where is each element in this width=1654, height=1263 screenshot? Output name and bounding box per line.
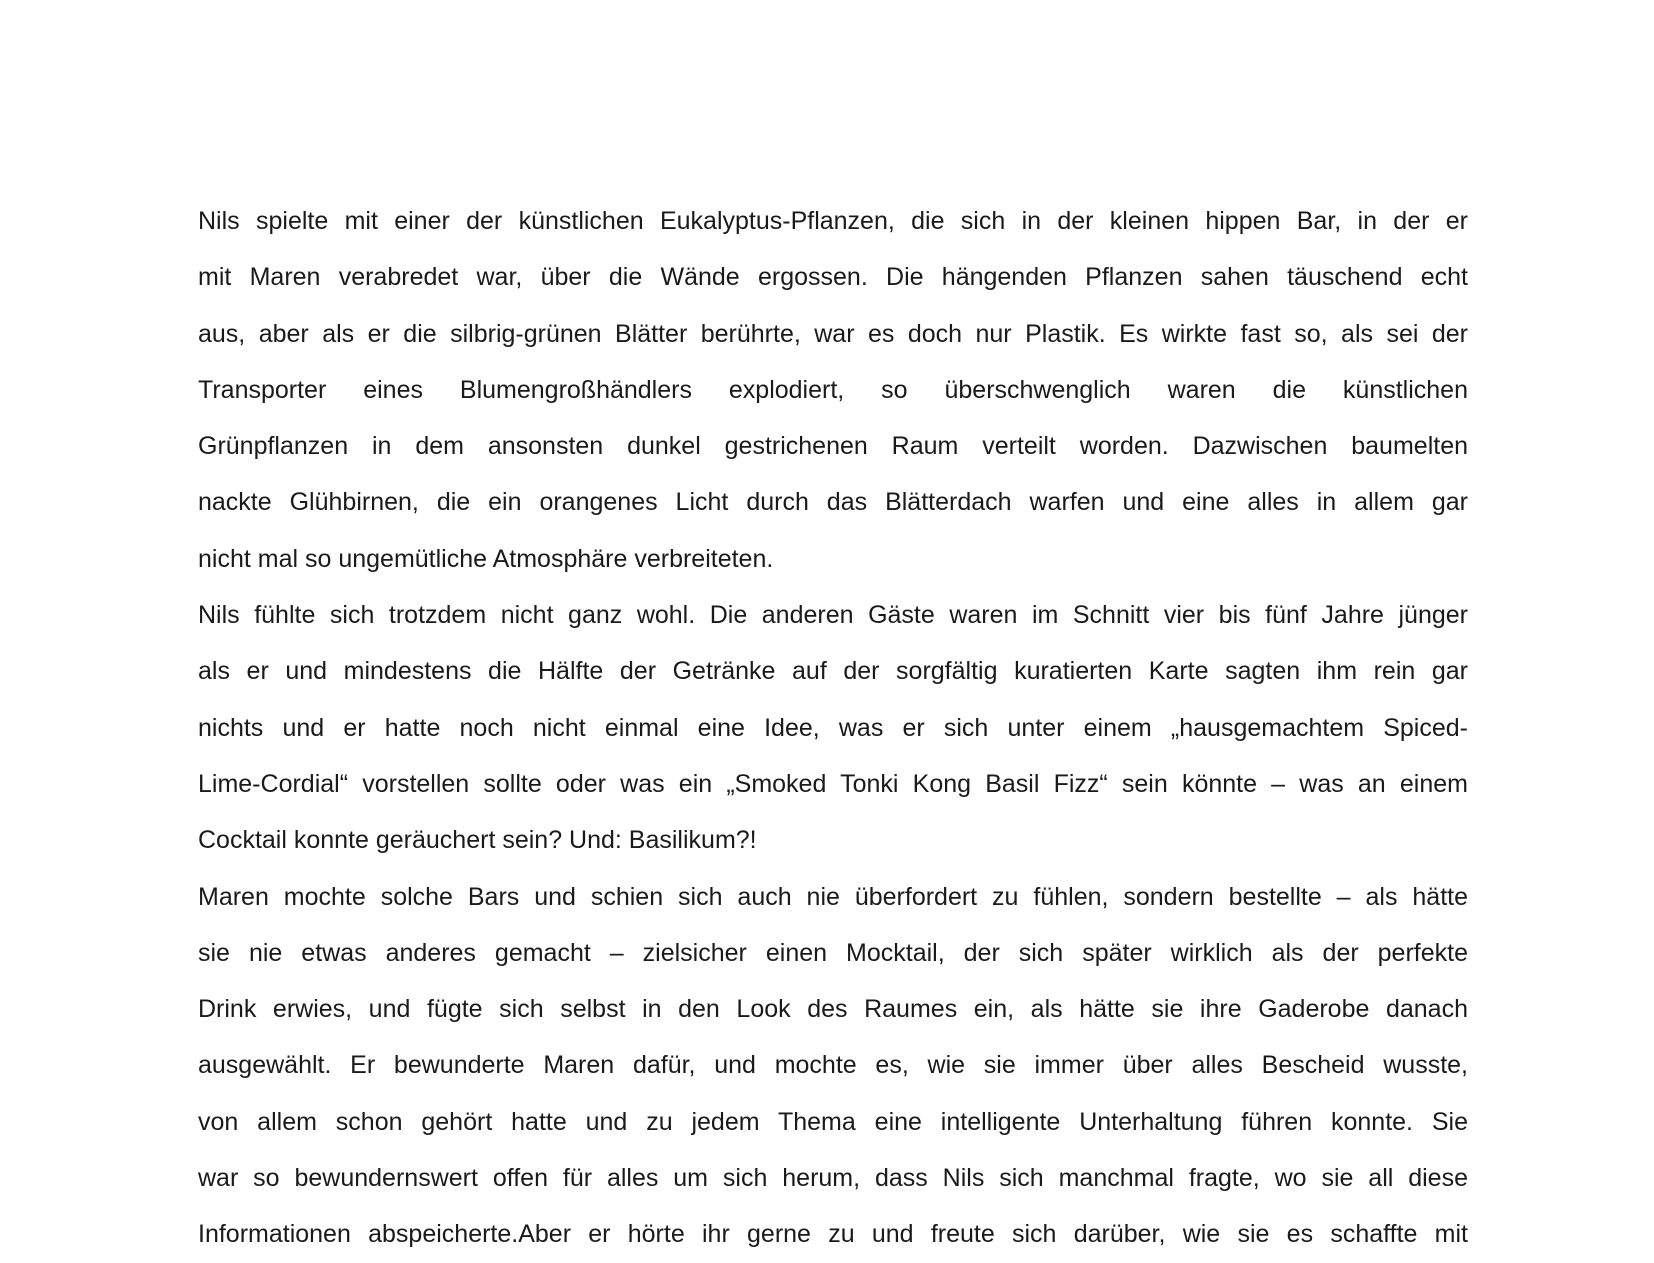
text-line: von allem schon gehört hatte und zu jedem Thema eine intelligente Unterhaltung führen konnte. Sie	[198, 1107, 1468, 1136]
text-line: Informationen abspeicherte.Aber er hörte ihr gerne zu und freute sich darüber, wie sie es schaffte mit	[198, 1220, 1468, 1249]
text-line: Lime-Cordial“ vorstellen sollte oder was ein „Smoked Tonki Kong Basil Fizz“ sein könnte – was an einem	[198, 769, 1468, 798]
text-line: nicht mal so ungemütliche Atmosphäre verbreiteten.	[198, 544, 774, 573]
text-line: Transporter eines Blumengroßhändlers explodiert, so überschwenglich waren die künstlichen	[198, 375, 1468, 404]
text-line: Cocktail konnte geräuchert sein? Und: Basilikum?!	[198, 826, 757, 855]
text-line: als er und mindestens die Hälfte der Getränke auf der sorgfältig kuratierten Karte sagten ihm rein gar	[198, 657, 1468, 686]
text-line: Maren mochte solche Bars und schien sich auch nie überfordert zu fühlen, sondern bestellte – als hätte	[198, 882, 1468, 911]
body-text	[198, 193, 1468, 1263]
text-line: Nils fühlte sich trotzdem nicht ganz wohl. Die anderen Gäste waren im Schnitt vier bis fünf Jahre jünger	[198, 601, 1468, 630]
text-line: nackte Glühbirnen, die ein orangenes Licht durch das Blätterdach warfen und eine alles in allem gar	[198, 488, 1468, 517]
text-line: sie nie etwas anderes gemacht – zielsicher einen Mocktail, der sich später wirklich als der perfekte	[198, 938, 1468, 967]
text-line: ausgewählt. Er bewunderte Maren dafür, und mochte es, wie sie immer über alles Bescheid wusste,	[198, 1051, 1468, 1080]
text-line: nichts und er hatte noch nicht einmal eine Idee, was er sich unter einem „hausgemachtem Spiced-	[198, 713, 1468, 742]
text-line: war so bewundernswert offen für alles um sich herum, dass Nils sich manchmal fragte, wo sie all diese	[198, 1164, 1468, 1193]
text-line: Grünpflanzen in dem ansonsten dunkel gestrichenen Raum verteilt worden. Dazwischen baumelten	[198, 432, 1468, 461]
text-line: Drink erwies, und fügte sich selbst in den Look des Raumes ein, als hätte sie ihre Gaderobe danach	[198, 995, 1468, 1024]
text-line: Nils spielte mit einer der künstlichen Eukalyptus-Pflanzen, die sich in der kleinen hippen Bar, in der er	[198, 207, 1468, 235]
text-line: aus, aber als er die silbrig-grünen Blätter berührte, war es doch nur Plastik. Es wirkte fast so, als sei der	[198, 319, 1468, 348]
text-line: mit Maren verabredet war, über die Wände ergossen. Die hängenden Pflanzen sahen täuschend echt	[198, 263, 1468, 292]
